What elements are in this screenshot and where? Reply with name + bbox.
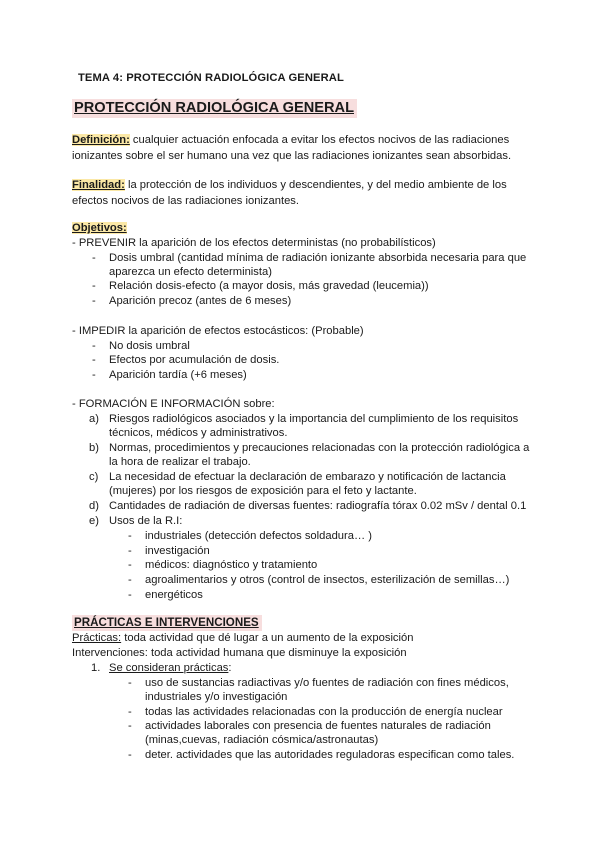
list-marker: b) bbox=[89, 442, 99, 454]
practices-definition bbox=[72, 631, 413, 645]
purpose-label: Finalidad: bbox=[72, 179, 125, 191]
list-marker: 1. bbox=[91, 662, 101, 674]
page-header: TEMA 4: PROTECCIÓN RADIOLÓGICA GENERAL bbox=[78, 72, 344, 84]
list-item: Relación dosis-efecto (a mayor dosis, más gravedad (leucemia)) bbox=[109, 280, 429, 292]
section-title: PROTECCIÓN RADIOLÓGICA GENERAL bbox=[72, 99, 357, 118]
dash-marker: - bbox=[128, 677, 132, 689]
list-item: No dosis umbral bbox=[109, 340, 190, 352]
list-item: Efectos por acumulación de dosis. bbox=[109, 354, 280, 366]
practices-text: toda actividad que dé lugar a un aumento de la exposición bbox=[121, 632, 414, 644]
dash-marker: - bbox=[128, 530, 132, 542]
dash-marker: - bbox=[92, 280, 96, 292]
list-item: La necesidad de efectuar la declaración de embarazo y notificación de lactancia (mujeres) por los riesgos de exposición para el feto y lactante. bbox=[109, 471, 506, 497]
practices-label: Prácticas: bbox=[72, 632, 122, 644]
list-item: Aparición precoz (antes de 6 meses) bbox=[109, 295, 292, 307]
prevent-intro: - PREVENIR la aparición de los efectos deterministas (no probabilísticos) bbox=[72, 237, 436, 249]
practices-heading: PRÁCTICAS E INTERVENCIONES bbox=[72, 615, 262, 631]
dash-marker: - bbox=[128, 559, 132, 571]
list-item: médicos: diagnóstico y tratamiento bbox=[145, 559, 318, 571]
list-marker: e) bbox=[89, 515, 99, 527]
dash-marker: - bbox=[128, 574, 132, 586]
list-item: actividades laborales con presencia de fuentes naturales de radiación (minas,cuevas, radiación cósmica/astronautas) bbox=[145, 720, 491, 746]
list-item: agroalimentarios y otros (control de insectos, esterilización de semillas…) bbox=[145, 574, 510, 586]
interventions-definition: Intervenciones: toda actividad humana que disminuye la exposición bbox=[72, 647, 407, 659]
list-item: Usos de la R.I: bbox=[109, 515, 183, 527]
list-item: todas las actividades relacionadas con la producción de energía nuclear bbox=[145, 706, 503, 718]
definition-paragraph bbox=[72, 133, 542, 164]
purpose-paragraph bbox=[72, 178, 542, 209]
dash-marker: - bbox=[128, 589, 132, 601]
dash-marker: - bbox=[128, 545, 132, 557]
list-marker: c) bbox=[89, 471, 99, 483]
list-marker: d) bbox=[89, 500, 99, 512]
list-item: Aparición tardía (+6 meses) bbox=[109, 369, 247, 381]
purpose-text: la protección de los individuos y descendientes, y del medio ambiente de los efectos nocivos de las radiaciones ionizantes. bbox=[72, 179, 507, 207]
dash-marker: - bbox=[128, 749, 132, 761]
list-marker: a) bbox=[89, 413, 99, 425]
training-intro: - FORMACIÓN E INFORMACIÓN sobre: bbox=[72, 398, 275, 410]
objectives-heading: Objetivos: bbox=[72, 222, 127, 234]
list-item: uso de sustancias radiactivas y/o fuentes de radiación con fines médicos, industriales y/o investigación bbox=[145, 677, 509, 703]
list-item: Dosis umbral (cantidad mínima de radiación ionizante absorbida necesaria para que aparezca un efecto determinista) bbox=[109, 252, 527, 278]
list-item: industriales (detección defectos soldadura… ) bbox=[145, 530, 372, 542]
list-item: investigación bbox=[145, 545, 210, 557]
impede-intro: - IMPEDIR la aparición de efectos estocásticos: (Probable) bbox=[72, 325, 364, 337]
list-item: Riesgos radiológicos asociados y la importancia del cumplimiento de los requisitos técnicos, médicos y administrativos. bbox=[109, 413, 519, 439]
definition-label: Definición: bbox=[72, 134, 130, 146]
list-item: energéticos bbox=[145, 589, 203, 601]
dash-marker: - bbox=[92, 340, 96, 352]
practices-list-title: Se consideran prácticas: bbox=[109, 662, 232, 674]
definition-text: cualquier actuación enfocada a evitar los efectos nocivos de las radiaciones ionizantes sobre el ser humano una vez que las radiaciones ionizantes sean absorbidas. bbox=[72, 134, 512, 162]
dash-marker: - bbox=[92, 354, 96, 366]
dash-marker: - bbox=[92, 252, 96, 264]
list-item: deter. actividades que las autoridades reguladoras especifican como tales. bbox=[145, 749, 515, 761]
list-item: Normas, procedimientos y precauciones relacionadas con la protección radiológica a la hora de realizar el trabajo. bbox=[109, 442, 530, 468]
dash-marker: - bbox=[128, 720, 132, 732]
dash-marker: - bbox=[92, 369, 96, 381]
dash-marker: - bbox=[92, 295, 96, 307]
list-item: Cantidades de radiación de diversas fuentes: radiografía tórax 0.02 mSv / dental 0.1 bbox=[109, 500, 527, 512]
dash-marker: - bbox=[128, 706, 132, 718]
